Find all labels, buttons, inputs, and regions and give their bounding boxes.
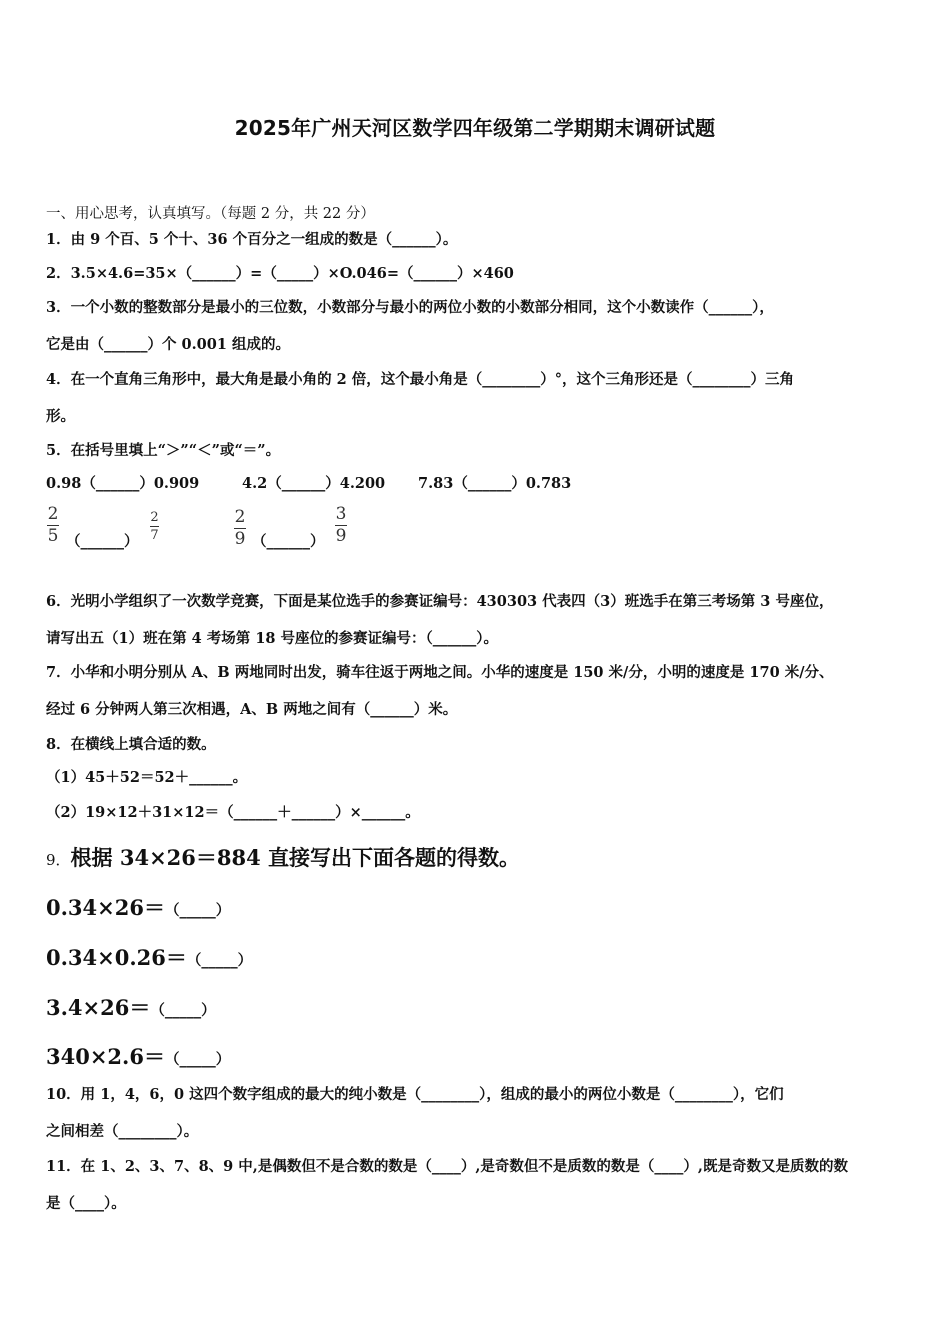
- question-11-line2: 是（____）。: [46, 1195, 126, 1212]
- question-2: 2．3.5×4.6=35×（______）=（_____）×O.046=（______）×460: [46, 265, 514, 282]
- question-10-line2: 之间相差（________）。: [46, 1123, 199, 1140]
- question-8-part-2: （2）19×12＋31×12＝（______＋______）×______。: [46, 804, 420, 821]
- calc-blank: （_____）: [164, 1051, 231, 1068]
- fraction-2-9: [234, 509, 246, 548]
- denominator: 5: [47, 526, 59, 546]
- numerator: 3: [335, 504, 347, 524]
- fraction-3-9: [335, 506, 347, 545]
- question-7-line2: 经过 6 分钟两人第三次相遇，A、B 两地之间有（______）米。: [46, 701, 458, 718]
- calc-expression: 0.34×26＝: [46, 895, 165, 920]
- fraction-compare-blank-1: （______）: [66, 533, 139, 550]
- question-4-line2: 形。: [46, 408, 75, 425]
- numerator: 2: [234, 507, 246, 527]
- question-9-text: 根据 34×26＝884 直接写出下面各题的得数。: [70, 845, 521, 870]
- section-heading: 一、用心思考，认真填写。（每题 2 分，共 22 分）: [46, 206, 375, 222]
- question-8: 8．在横线上填合适的数。: [46, 736, 216, 753]
- question-9: [46, 842, 520, 872]
- numerator: 2: [47, 504, 59, 524]
- question-6-line1: 6．光明小学组织了一次数学竞赛，下面是某位选手的参赛证编号：430303 代表四（3）班选手在第三考场第 3 号座位，: [46, 593, 834, 610]
- fraction-compare-blank-2: （______）: [252, 533, 325, 550]
- calc-item-4: [46, 1041, 230, 1071]
- question-8-part-1: （1）45＋52＝52＋______。: [46, 769, 248, 786]
- compare-item-1: 0.98（______）0.909: [46, 475, 200, 492]
- question-9-number: 9．: [46, 851, 71, 869]
- calc-blank: （_____）: [186, 952, 253, 969]
- question-5: 5．在括号里填上“＞”“＜”或“＝”。: [46, 442, 281, 459]
- calc-item-2: [46, 942, 252, 972]
- question-10-line1: 10．用 1，4，6，0 这四个数字组成的最大的纯小数是（________），组成的最小的两位小数是（________），它们: [46, 1086, 784, 1103]
- calc-item-3: [46, 992, 216, 1022]
- question-7-line1: 7．小华和小明分别从 A、B 两地同时出发，骑车往返于两地之间。小华的速度是 150 米/分，小明的速度是 170 米/分、: [46, 664, 834, 681]
- page-title: 2025年广州天河区数学四年级第二学期期末调研试题: [234, 116, 716, 140]
- calc-expression: 0.34×0.26＝: [46, 945, 187, 970]
- denominator: 7: [150, 528, 159, 543]
- denominator: 9: [335, 526, 347, 546]
- calc-blank: （_____）: [150, 1002, 216, 1019]
- compare-item-2: 4.2（______）4.200: [242, 475, 386, 492]
- question-6-line2: 请写出五（1）班在第 4 考场第 18 号座位的参赛证编号：（______）。: [46, 630, 499, 647]
- question-11-line1: 11．在 1、2、3、7、8、9 中,是偶数但不是合数的数是（____）,是奇数但不是质数的数是（____）,既是奇数又是质数的数: [46, 1158, 848, 1175]
- calc-item-1: [46, 892, 230, 922]
- denominator: 9: [234, 529, 246, 549]
- fraction-bar: [150, 526, 159, 527]
- calc-expression: 340×2.6＝: [46, 1044, 165, 1069]
- compare-item-3: 7.83（______）0.783: [418, 475, 572, 492]
- question-1: 1．由 9 个百、5 个十、36 个百分之一组成的数是（______）。: [46, 231, 458, 248]
- calc-blank: （_____）: [164, 902, 231, 919]
- question-3-line1: 3．一个小数的整数部分是最小的三位数，小数部分与最小的两位小数的小数部分相同，这个小数读作（______），: [46, 299, 774, 316]
- question-4-line1: 4．在一个直角三角形中，最大角是最小角的 2 倍，这个最小角是（________）°，这个三角形还是（________）三角: [46, 371, 795, 388]
- fraction-2-7: [150, 511, 159, 542]
- calc-expression: 3.4×26＝: [46, 995, 151, 1020]
- question-3-line2: 它是由（______）个 0.001 组成的。: [46, 336, 290, 353]
- numerator: 2: [150, 510, 159, 525]
- fraction-2-5: [47, 506, 59, 545]
